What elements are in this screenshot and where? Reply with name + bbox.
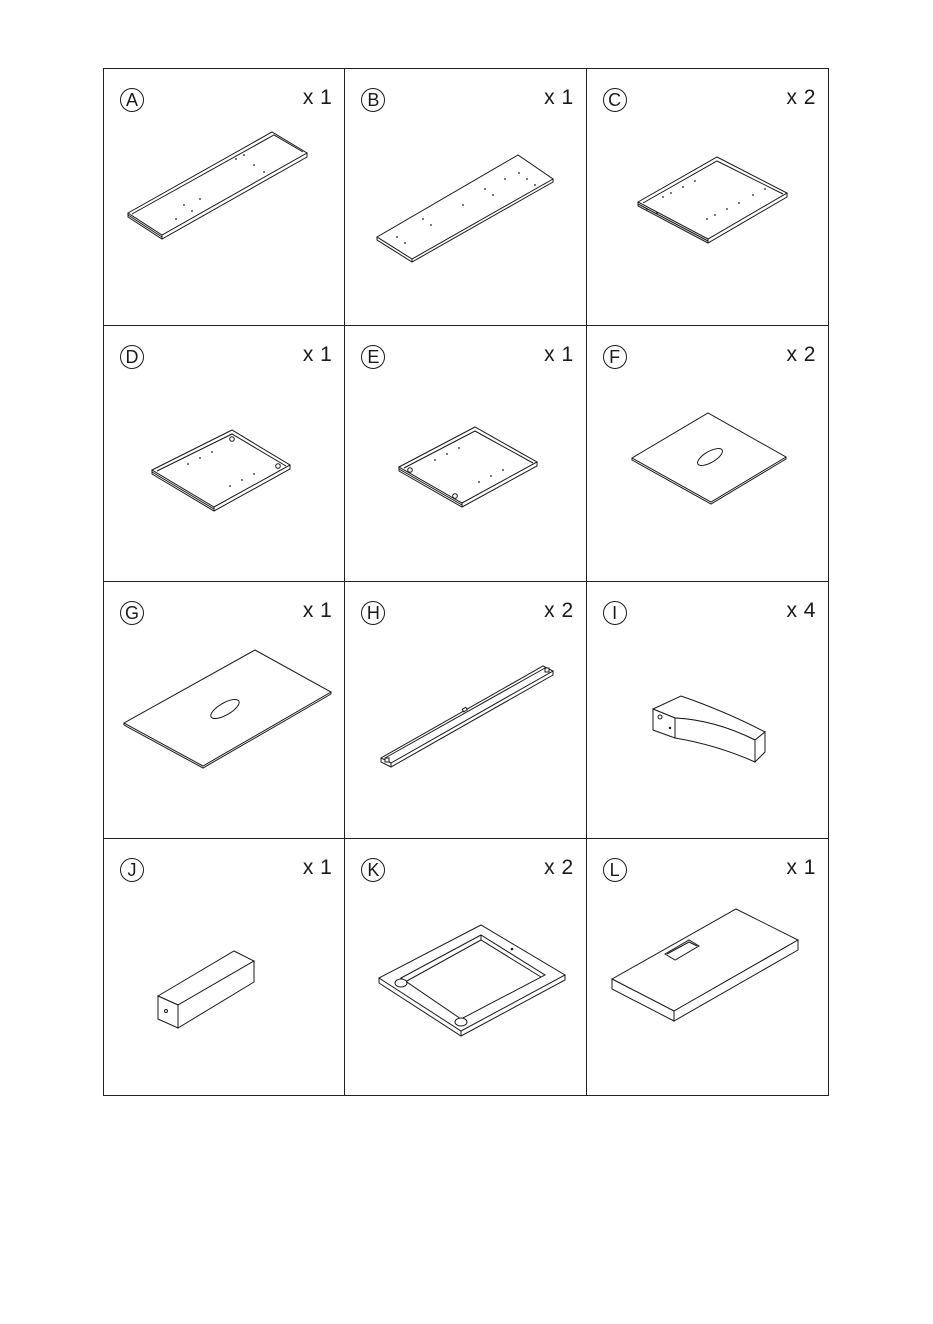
part-cell-f (587, 326, 828, 583)
part-quantity: x 2 (544, 855, 574, 879)
part-quantity: x 1 (544, 342, 574, 366)
part-cell-b (345, 69, 586, 326)
tapered-leg-icon (587, 582, 828, 839)
part-quantity: x 1 (302, 342, 333, 366)
part-cell-l (587, 839, 828, 1096)
part-quantity: x 2 (786, 86, 816, 109)
part-letter: C (603, 88, 627, 112)
part-quantity: x 1 (786, 855, 816, 879)
side-panel-icon (345, 326, 586, 583)
slotted-sheet-icon (587, 326, 828, 583)
part-letter: J (120, 858, 144, 882)
part-cell-i (587, 582, 828, 839)
part-quantity: x 2 (544, 599, 574, 622)
part-cell-g (104, 582, 345, 839)
part-cell-a (104, 69, 345, 326)
part-cell-c (587, 69, 828, 326)
part-quantity: x 1 (302, 86, 333, 109)
part-cell-d (104, 326, 345, 583)
part-quantity: x 1 (544, 86, 574, 109)
part-cell-e (345, 326, 586, 583)
part-quantity: x 1 (302, 855, 333, 879)
part-letter: H (361, 601, 385, 625)
part-letter: F (603, 345, 627, 369)
part-letter: L (603, 858, 627, 882)
part-letter: K (361, 858, 385, 882)
block-icon (104, 839, 345, 1096)
part-cell-j (104, 839, 345, 1096)
tabletop-icon (587, 839, 828, 1096)
part-cell-k (345, 839, 586, 1096)
part-letter: I (603, 601, 627, 625)
long-board-icon (345, 69, 586, 326)
slotted-sheet-icon (104, 582, 345, 839)
part-quantity: x 4 (786, 599, 816, 622)
part-letter: D (120, 345, 144, 369)
long-panel-icon (104, 69, 345, 326)
part-letter: B (361, 88, 385, 112)
parts-grid (103, 68, 829, 1096)
part-letter: A (120, 88, 144, 112)
side-panel-icon (104, 326, 345, 583)
part-quantity: x 1 (302, 599, 333, 622)
part-letter: E (361, 345, 385, 369)
rail-icon (345, 582, 586, 839)
part-quantity: x 2 (786, 342, 816, 366)
shelf-panel-icon (587, 69, 828, 326)
part-letter: G (120, 601, 144, 625)
part-cell-h (345, 582, 586, 839)
frame-icon (345, 839, 586, 1096)
